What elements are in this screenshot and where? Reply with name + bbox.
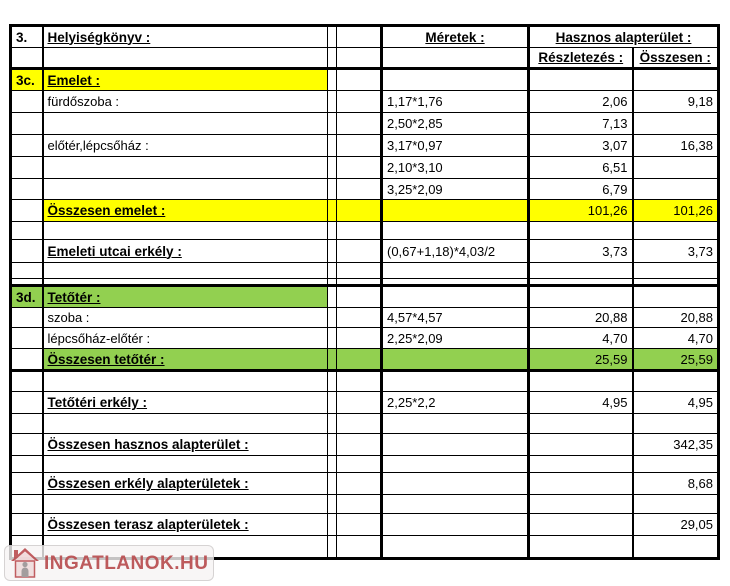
detail-area-cell (529, 222, 633, 240)
spacer-cell (337, 514, 382, 536)
spacer-cell (328, 456, 337, 473)
row-index-cell (11, 392, 43, 414)
table-row (11, 113, 719, 135)
spacer-cell (328, 279, 337, 286)
table-row (11, 392, 719, 414)
spacer-cell (328, 26, 337, 48)
dimensions-cell: 2,25*2,2 (382, 392, 529, 414)
total-area-cell (633, 179, 719, 200)
dimensions-cell: 3,17*0,97 (382, 135, 529, 157)
detail-area-cell (529, 536, 633, 559)
row-index-cell (11, 91, 43, 113)
room-label-cell (43, 263, 328, 279)
spacer-cell (337, 113, 382, 135)
row-index-cell (11, 414, 43, 434)
detail-area-cell (529, 279, 633, 286)
spacer-cell (328, 113, 337, 135)
total-area-cell (633, 113, 719, 135)
table-row (11, 371, 719, 392)
table-row (11, 135, 719, 157)
room-label-cell: Összesen erkély alapterületek : (43, 473, 328, 495)
table-row (11, 514, 719, 536)
dimensions-cell (382, 371, 529, 392)
dimensions-cell (382, 222, 529, 240)
total-area-cell: 3,73 (633, 240, 719, 263)
spacer-cell (328, 473, 337, 495)
spacer-cell (328, 308, 337, 328)
dimensions-cell (382, 263, 529, 279)
spacer-cell (337, 222, 382, 240)
room-label-cell (43, 113, 328, 135)
detail-area-cell: 2,06 (529, 91, 633, 113)
detail-area-cell (529, 263, 633, 279)
spacer-cell (337, 157, 382, 179)
total-area-cell (633, 536, 719, 559)
total-area-cell (633, 456, 719, 473)
spacer-cell (337, 308, 382, 328)
spacer-cell (337, 536, 382, 559)
table-row (11, 240, 719, 263)
total-area-cell (633, 69, 719, 91)
dimensions-cell: Méretek : (382, 26, 529, 48)
spacer-cell (328, 434, 337, 456)
room-label-cell (43, 157, 328, 179)
row-index-cell (11, 240, 43, 263)
spacer-cell (337, 26, 382, 48)
total-area-cell (633, 414, 719, 434)
total-area-cell (633, 286, 719, 308)
detail-area-cell: 20,88 (529, 308, 633, 328)
detail-area-cell (529, 414, 633, 434)
dimensions-cell (382, 536, 529, 559)
total-area-cell: Összesen : (633, 48, 719, 69)
row-index-cell (11, 157, 43, 179)
spacer-cell (337, 371, 382, 392)
spacer-cell (337, 286, 382, 308)
spacer-cell (328, 200, 337, 222)
room-label-cell: fürdőszoba : (43, 91, 328, 113)
total-area-cell: 4,70 (633, 328, 719, 349)
room-label-cell: Tetőtéri erkély : (43, 392, 328, 414)
dimensions-cell: 1,17*1,76 (382, 91, 529, 113)
room-label-cell: Összesen emelet : (43, 200, 328, 222)
spacer-cell (328, 179, 337, 200)
spacer-cell (328, 48, 337, 69)
room-label-cell: lépcsőház-előtér : (43, 328, 328, 349)
detail-area-cell (529, 69, 633, 91)
row-index-cell: 3c. (11, 69, 43, 91)
room-label-cell: Összesen tetőtér : (43, 349, 328, 371)
ingatlanok-watermark (4, 545, 214, 581)
spacer-cell (337, 392, 382, 414)
spacer-cell (337, 240, 382, 263)
spacer-cell (328, 240, 337, 263)
detail-area-cell: 6,79 (529, 179, 633, 200)
total-area-cell: 20,88 (633, 308, 719, 328)
total-area-cell: 101,26 (633, 200, 719, 222)
spacer-cell (337, 179, 382, 200)
dimensions-cell (382, 414, 529, 434)
detail-area-cell: 7,13 (529, 113, 633, 135)
spacer-cell (337, 328, 382, 349)
total-area-cell: 4,95 (633, 392, 719, 414)
detail-area-cell (529, 456, 633, 473)
total-area-cell: 16,38 (633, 135, 719, 157)
dimensions-cell: 2,25*2,09 (382, 328, 529, 349)
detail-area-cell: 4,70 (529, 328, 633, 349)
room-label-cell: Összesen terasz alapterületek : (43, 514, 328, 536)
spacer-cell (328, 286, 337, 308)
dimensions-cell (382, 200, 529, 222)
row-index-cell (11, 434, 43, 456)
table-row (11, 263, 719, 279)
total-area-cell: 9,18 (633, 91, 719, 113)
spacer-cell (328, 328, 337, 349)
table-row (11, 414, 719, 434)
spacer-cell (328, 371, 337, 392)
detail-area-cell: 3,73 (529, 240, 633, 263)
row-index-cell (11, 222, 43, 240)
spacer-cell (328, 349, 337, 371)
detail-area-cell: 25,59 (529, 349, 633, 371)
spacer-cell (328, 514, 337, 536)
row-index-cell (11, 349, 43, 371)
spacer-cell (337, 495, 382, 514)
room-label-cell: Emeleti utcai erkély : (43, 240, 328, 263)
row-index-cell: 3d. (11, 286, 43, 308)
detail-area-cell: 101,26 (529, 200, 633, 222)
detail-area-cell (529, 371, 633, 392)
total-area-cell (633, 222, 719, 240)
table-row (11, 222, 719, 240)
room-label-cell (43, 371, 328, 392)
row-index-cell (11, 328, 43, 349)
row-index-cell (11, 514, 43, 536)
spacer-cell (328, 91, 337, 113)
detail-area-cell (529, 495, 633, 514)
row-index-cell (11, 473, 43, 495)
room-label-cell: Összesen hasznos alapterület : (43, 434, 328, 456)
room-label-cell (43, 414, 328, 434)
spacer-cell (337, 91, 382, 113)
room-book-table (9, 24, 720, 560)
row-index-cell: 3. (11, 26, 43, 48)
room-label-cell (43, 179, 328, 200)
spacer-cell (328, 135, 337, 157)
dimensions-cell: 2,50*2,85 (382, 113, 529, 135)
spacer-cell (328, 495, 337, 514)
dimensions-cell (382, 456, 529, 473)
dimensions-cell: (0,67+1,18)*4,03/2 (382, 240, 529, 263)
table-row (11, 308, 719, 328)
table-row (11, 48, 719, 69)
spacer-cell (337, 135, 382, 157)
table-row (11, 286, 719, 308)
spacer-cell (328, 414, 337, 434)
row-index-cell (11, 371, 43, 392)
row-index-cell (11, 279, 43, 286)
dimensions-cell (382, 69, 529, 91)
total-area-cell: 25,59 (633, 349, 719, 371)
total-area-cell (633, 157, 719, 179)
row-index-cell (11, 308, 43, 328)
dimensions-cell: 3,25*2,09 (382, 179, 529, 200)
table-row (11, 279, 719, 286)
total-area-cell (633, 495, 719, 514)
table-row (11, 157, 719, 179)
table-row (11, 179, 719, 200)
table-row (11, 495, 719, 514)
watermark-text: INGATLANOK.HU (44, 552, 209, 574)
house-icon (11, 548, 39, 578)
total-area-cell: 8,68 (633, 473, 719, 495)
spacer-cell (337, 200, 382, 222)
dimensions-cell (382, 514, 529, 536)
total-area-cell (633, 279, 719, 286)
dimensions-cell (382, 48, 529, 69)
room-label-cell: Emelet : (43, 69, 328, 91)
dimensions-cell: 2,10*3,10 (382, 157, 529, 179)
detail-area-cell: Részletezés : (529, 48, 633, 69)
dimensions-cell: 4,57*4,57 (382, 308, 529, 328)
dimensions-cell (382, 473, 529, 495)
dimensions-cell (382, 495, 529, 514)
dimensions-cell (382, 434, 529, 456)
table-row (11, 456, 719, 473)
row-index-cell (11, 135, 43, 157)
table-row (11, 91, 719, 113)
row-index-cell (11, 179, 43, 200)
dimensions-cell (382, 279, 529, 286)
row-index-cell (11, 48, 43, 69)
spacer-cell (337, 473, 382, 495)
spacer-cell (328, 157, 337, 179)
table-row (11, 328, 719, 349)
spacer-cell (337, 434, 382, 456)
room-label-cell: Tetőtér : (43, 286, 328, 308)
total-area-cell (633, 263, 719, 279)
table-row (11, 69, 719, 91)
detail-area-cell (529, 514, 633, 536)
spacer-cell (328, 69, 337, 91)
table-row (11, 473, 719, 495)
spacer-cell (337, 263, 382, 279)
table-row (11, 349, 719, 371)
spacer-cell (328, 536, 337, 559)
row-index-cell (11, 113, 43, 135)
detail-area-cell (529, 473, 633, 495)
spacer-cell (337, 456, 382, 473)
spacer-cell (328, 392, 337, 414)
row-index-cell (11, 200, 43, 222)
room-label-cell: előtér,lépcsőház : (43, 135, 328, 157)
detail-area-cell: 3,07 (529, 135, 633, 157)
room-label-cell (43, 495, 328, 514)
total-area-cell: 29,05 (633, 514, 719, 536)
room-label-cell: Helyiségkönyv : (43, 26, 328, 48)
table-row (11, 200, 719, 222)
spacer-cell (337, 69, 382, 91)
detail-area-cell (529, 434, 633, 456)
room-label-cell (43, 279, 328, 286)
spacer-cell (337, 349, 382, 371)
room-label-cell (43, 48, 328, 69)
room-label-cell: szoba : (43, 308, 328, 328)
table-row (11, 26, 719, 48)
spacer-cell (328, 263, 337, 279)
spacer-cell (337, 414, 382, 434)
spacer-cell (337, 279, 382, 286)
dimensions-cell (382, 286, 529, 308)
row-index-cell (11, 263, 43, 279)
total-area-cell (633, 371, 719, 392)
spacer-cell (337, 48, 382, 69)
dimensions-cell (382, 349, 529, 371)
row-index-cell (11, 495, 43, 514)
total-area-cell: 342,35 (633, 434, 719, 456)
detail-area-cell: 6,51 (529, 157, 633, 179)
spacer-cell (328, 222, 337, 240)
room-label-cell (43, 456, 328, 473)
row-index-cell (11, 456, 43, 473)
room-label-cell (43, 222, 328, 240)
table-row (11, 434, 719, 456)
detail-area-cell (529, 286, 633, 308)
detail-area-cell: 4,95 (529, 392, 633, 414)
useful-area-header-cell: Hasznos alapterület : (529, 26, 719, 48)
